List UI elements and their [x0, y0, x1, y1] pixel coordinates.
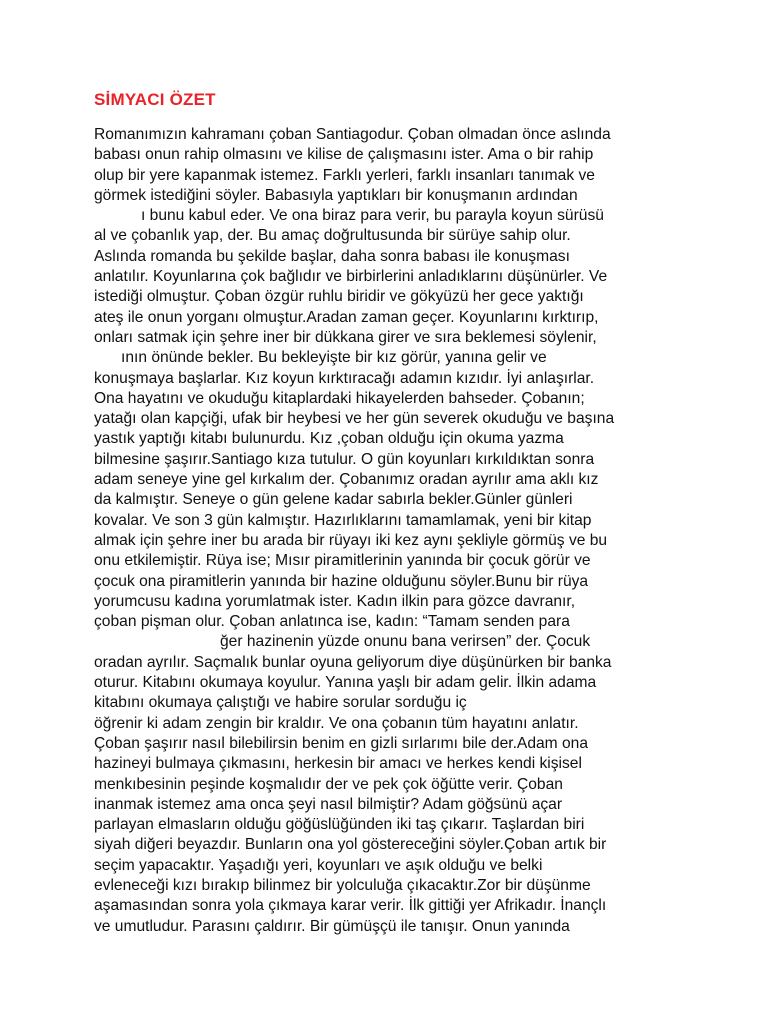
- text-line: inanmak istemez ama onca şeyi nasıl bilmiştir? Adam göğsünü açar: [94, 795, 563, 813]
- text-line: görmek istediğini söyler. Babasıyla yaptıkları bir konuşmanın ardından: [94, 186, 578, 204]
- text-line: almak için şehre iner bu arada bir rüyayı iki kez aynı şekliyle görmüş ve bu: [94, 531, 608, 549]
- text-line: oradan ayrılır. Saçmalık bunlar oyuna geliyorum diye düşünürken bir banka: [94, 653, 612, 671]
- text-line: Aslında romanda bu şekilde başlar, daha sonra babası ile konuşması: [94, 247, 570, 265]
- text-line: yatağı olan kapçiği, ufak bir heybesi ve her gün severek okuduğu ve başına: [94, 410, 615, 428]
- text-line: yorumcusu kadına yorumlatmak ister. Kadın ilkin para gözce davranır,: [94, 592, 576, 610]
- text-line: kovalar. Ve son 3 gün kalmıştır. Hazırlıklarını tamamlamak, yeni bir kitap: [94, 511, 592, 529]
- text-line: öğrenir ki adam zengin bir kraldır. Ve ona çobanın tüm hayatını anlatır.: [94, 714, 579, 732]
- text-line: oturur. Kitabını okumaya koyulur. Yanına yaşlı bir adam gelir. İlkin adama: [94, 674, 597, 692]
- text-line: Romanımızın kahramanı çoban Santiagodur. Çoban olmadan önce aslında: [94, 126, 611, 143]
- text-line: evleneceği kızı bırakıp bilinmez bir yolculuğa çıkacaktır.Zor bir düşünme: [94, 876, 591, 894]
- text-line: da kalmıştır. Seneye o gün gelene kadar sabırla bekler.Günler günleri: [94, 491, 573, 509]
- text-line: çocuk ona piramitlerin yanında bir hazine olduğunu söyler.Bunu bir rüya: [94, 572, 589, 590]
- text-line: siyah diğeri beyazdır. Bunların ona yol göstereceğini söyler.Çoban artık bir: [94, 836, 607, 854]
- text-line: istediği olmuştur. Çoban özgür ruhlu biridir ve gökyüzü her gece yaktığı: [94, 288, 584, 306]
- text-line: onları satmak için şehre iner bir dükkana girer ve sıra beklemesi söylenir,: [94, 328, 597, 346]
- text-line: olup bir yere kapanmak istemez. Farklı yerleri, farklı insanları tanımak ve: [94, 166, 595, 184]
- text-line: ğer hazinenin yüzde onunu bana verirsen” der. Çocuk: [220, 633, 591, 651]
- document-body: [94, 125, 694, 937]
- document-title: SİMYACI ÖZET: [94, 90, 216, 109]
- text-line: ateş ile onun yorganı olmuştur.Aradan zaman geçer. Koyunlarını kırktırıp,: [94, 308, 599, 326]
- text-line: al ve çobanlık yap, der. Bu amaç doğrultusunda bir sürüye sahip olur.: [94, 227, 571, 245]
- text-line: ve umutludur. Parasını çaldırır. Bir gümüşçü ile tanışır. Onun yanında: [94, 917, 570, 935]
- text-line: kitabını okumaya çalıştığı ve habire sorular sorduğu iç: [94, 694, 467, 712]
- text-line: onu etkilemiştir. Rüya ise; Mısır piramitlerinin yanında bir çocuk görür ve: [94, 552, 591, 570]
- text-line: Çoban şaşırır nasıl bilebilirsin benim en gizli sırlarımı bile der.Adam ona: [94, 734, 589, 752]
- text-line: seçim yapacaktır. Yaşadığı yeri, koyunları ve aşık olduğu ve belki: [94, 856, 543, 874]
- text-line: hazineyi bulmaya çıkmasını, herkesin bir amacı ve herkes kendi kişisel: [94, 755, 582, 773]
- text-line: ı bunu kabul eder. Ve ona biraz para verir, bu parayla koyun sürüsü: [141, 207, 604, 225]
- text-line: anlatılır. Koyunlarına çok bağlıdır ve birbirlerini anladıklarını düşünürler. Ve: [94, 268, 608, 286]
- text-line: babası onun rahip olmasını ve kilise de çalışmasını ister. Ama o bir rahip: [94, 146, 594, 164]
- text-line: menkıbesinin peşinde koşmalıdır der ve pek çok öğütte verir. Çoban: [94, 775, 563, 793]
- text-line: yastık yaptığı kitabı bulunurdu. Kız ,çoban olduğu için okuma yazma: [94, 430, 564, 448]
- text-line: parlayan elmasların olduğu göğüslüğünden iki taş çıkarır. Taşlardan biri: [94, 816, 585, 834]
- text-line: bilmesine şaşırır.Santiago kıza tutulur. O gün koyunları kırkıldıktan sonra: [94, 450, 595, 468]
- text-line: ının önünde bekler. Bu bekleyişte bir kız görür, yanına gelir ve: [121, 349, 547, 367]
- text-line: Ona hayatını ve okuduğu kitaplardaki hikayelerden bahseder. Çobanın;: [94, 389, 585, 407]
- text-line: aşamasından sonra yola çıkmaya karar verir. İlk gittiği yer Afrikadır. İnançlı: [94, 897, 607, 915]
- text-line: çoban pişman olur. Çoban anlatınca ise, kadın: “Tamam senden para: [94, 613, 570, 631]
- text-line: adam seneye yine gel kırkalım der. Çobanımız oradan ayrılır ama aklı kız: [94, 471, 599, 489]
- text-line: konuşmaya başlarlar. Kız koyun kırktıracağı adamın kızıdır. İyi anlaşırlar.: [94, 369, 595, 387]
